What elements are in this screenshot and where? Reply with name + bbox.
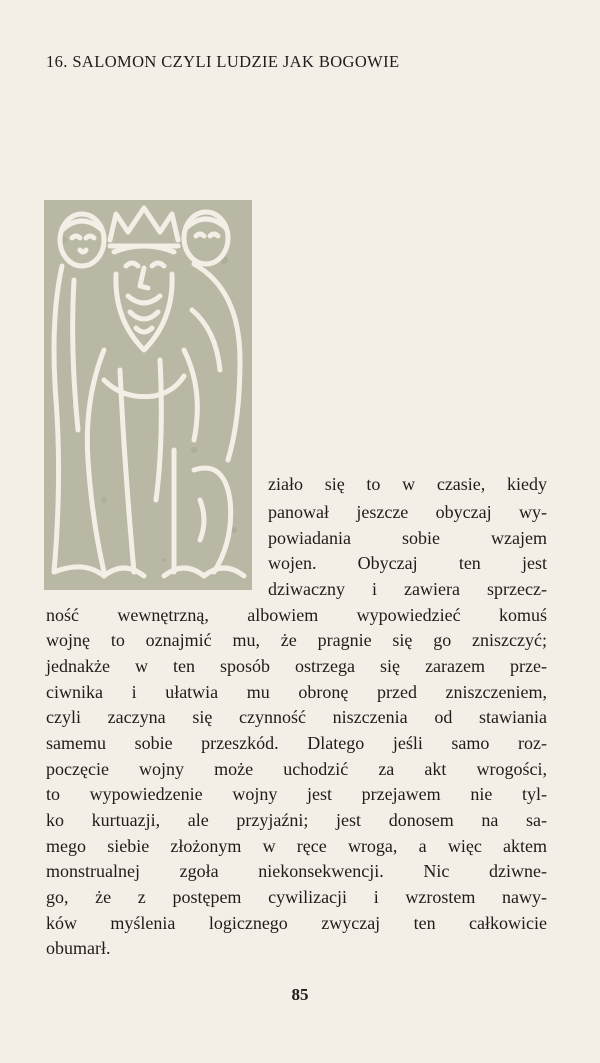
text-line: wojnę to oznajmić mu, że pragnie się go zniszczyć; xyxy=(46,630,547,650)
text-line: go, że z postępem cywilizacji i wzrostem nawy- xyxy=(46,887,547,907)
text-line: ność wewnętrzną, albowiem wypowiedzieć komuś xyxy=(46,605,547,625)
page-number: 85 xyxy=(291,985,309,1004)
text-line: obumarł. xyxy=(46,938,111,958)
text-line: poczęcie wojny może uchodzić za akt wrogości, xyxy=(46,759,547,779)
text-line: powiadania sobie wzajem xyxy=(268,528,547,548)
text-line: dziwaczny i zawiera sprzecz- xyxy=(268,579,547,599)
text-line: monstrualnej zgoła niekonsekwencji. Nic dziwne- xyxy=(46,861,547,881)
text-line: wojen. Obyczaj ten jest xyxy=(268,553,547,573)
text-line: to wypowiedzenie wojny jest przejawem nie tyl- xyxy=(46,784,547,804)
chapter-heading: 16. SALOMON CZYLI LUDZIE JAK BOGOWIE xyxy=(46,52,400,71)
text-line: ziało się to w czasie, kiedy xyxy=(268,474,547,494)
text-line: ciwnika i ułatwia mu obronę przed zniszczeniem, xyxy=(46,682,547,702)
woodcut-illustration xyxy=(44,200,252,590)
text-line: ko kurtuazji, ale przyjaźni; jest donosem na sa- xyxy=(46,810,547,830)
text-line: panował jeszcze obyczaj wy- xyxy=(268,502,547,522)
text-line: ków myślenia logicznego zwyczaj ten całkowicie xyxy=(46,913,547,933)
text-line: samemu sobie przeszkód. Dlatego jeśli samo roz- xyxy=(46,733,547,753)
text-line: mego siebie złożonym w ręce wroga, a więc aktem xyxy=(46,836,547,856)
text-line: czyli zaczyna się czynność niszczenia od stawiania xyxy=(46,707,547,727)
text-line: jednakże w ten sposób ostrzega się zarazem prze- xyxy=(46,656,547,676)
